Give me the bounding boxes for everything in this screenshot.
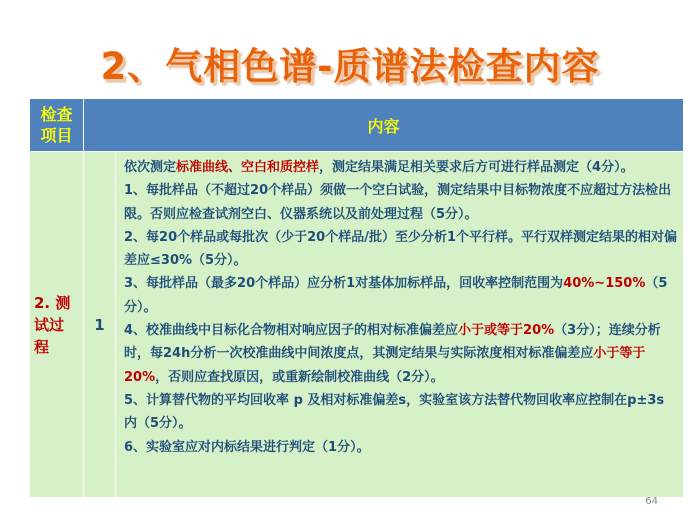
text-segment: （5分）。 xyxy=(124,276,668,315)
table-header-row xyxy=(30,99,684,152)
content-paragraph: 2、每20个样品或每批次（少于20个样品/批）至少分析1个平行样。平行双样测定结果的相对偏差应≤30%（5分）。 xyxy=(124,229,678,269)
content-paragraph xyxy=(124,319,677,389)
table-row xyxy=(30,152,684,498)
content-paragraph: 1、每批样品（不超过20个样品）须做一个空白试验，测定结果中目标物浓度不应超过方法检出限。否则应检查试剂空白、仪器系统以及前处理过程（5分）。 xyxy=(124,183,672,222)
content-paragraph xyxy=(124,156,677,179)
header-inspection-item xyxy=(30,99,84,152)
text-segment: ，测定结果满足相关要求后方可进行样品测定（4分）。 xyxy=(319,160,634,175)
inspection-table xyxy=(29,98,684,498)
highlight-text: 40%~150% xyxy=(563,276,646,292)
text-segment: 4、校准曲线中目标化合物相对响应因子的相对标准偏差应 xyxy=(124,323,459,339)
content-paragraph: 6、实验室应对内标结果进行判定（1分）。 xyxy=(124,439,370,455)
text-segment: （3分）；连续分析时，每24h分析一次校准曲线中间浓度点，其测定结果与实际浓度相对标准偏差应 xyxy=(124,323,661,362)
row-item-label xyxy=(30,152,84,498)
text-segment: ，否则应查找原因，或重新绘制校准曲线（2分）。 xyxy=(155,369,444,385)
text-segment: 依次测定 xyxy=(124,160,177,175)
highlight-text: 小于或等于20% xyxy=(458,323,555,339)
slide-title: 2、气相色谱-质谱法检查内容 xyxy=(100,45,600,88)
content-paragraph xyxy=(124,272,677,319)
highlight-text: 小于等于20% xyxy=(124,346,646,385)
row-number: 1 xyxy=(84,152,116,498)
row-content xyxy=(116,152,684,498)
header-item-text: 检查项目 xyxy=(40,105,73,145)
header-content: 内容 xyxy=(84,99,684,152)
page-number: 64 xyxy=(645,496,658,507)
row-item-text: 2. 测试过程 xyxy=(34,293,71,356)
text-segment: 3、每批样品（最多20个样品）应分析1对基体加标样品，回收率控制范围为 xyxy=(124,276,564,292)
highlight-text: 标准曲线、空白和质控样 xyxy=(176,160,320,175)
content-paragraph: 5、计算替代物的平均回收率 p 及相对标准偏差s，实验室该方法替代物回收率应控制在p±3s内（5分）。 xyxy=(124,392,665,432)
